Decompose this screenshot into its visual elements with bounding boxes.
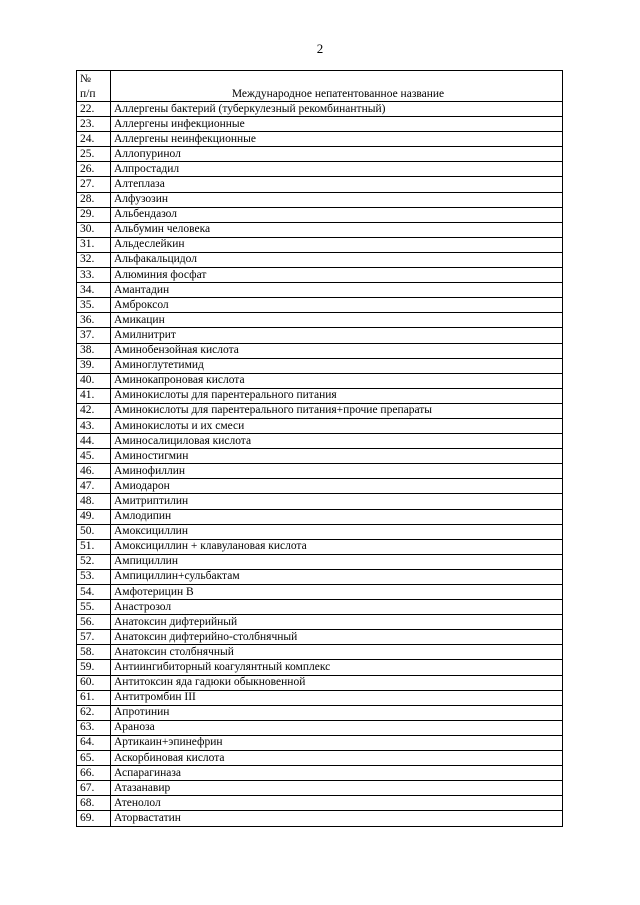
table-row bbox=[77, 464, 563, 479]
row-drug-name: Аллопуринол bbox=[111, 147, 563, 162]
row-drug-name: Анатоксин столбнячный bbox=[111, 645, 563, 660]
row-number: 22. bbox=[77, 102, 111, 117]
row-drug-name: Алфузозин bbox=[111, 192, 563, 207]
table-row bbox=[77, 645, 563, 660]
row-drug-name: Араноза bbox=[111, 720, 563, 735]
header-number-symbol: № bbox=[80, 73, 91, 85]
row-number: 35. bbox=[77, 298, 111, 313]
row-number: 45. bbox=[77, 449, 111, 464]
row-drug-name: Антитромбин III bbox=[111, 690, 563, 705]
table-row bbox=[77, 373, 563, 388]
row-number: 59. bbox=[77, 660, 111, 675]
table-row bbox=[77, 479, 563, 494]
row-number: 68. bbox=[77, 796, 111, 811]
row-number: 42. bbox=[77, 403, 111, 418]
table-row bbox=[77, 600, 563, 615]
row-number: 43. bbox=[77, 418, 111, 433]
row-drug-name: Амиодарон bbox=[111, 479, 563, 494]
row-drug-name: Атенолол bbox=[111, 796, 563, 811]
row-drug-name: Алпростадил bbox=[111, 162, 563, 177]
table-row bbox=[77, 313, 563, 328]
row-number: 24. bbox=[77, 132, 111, 147]
table-row bbox=[77, 192, 563, 207]
row-number: 34. bbox=[77, 283, 111, 298]
row-number: 47. bbox=[77, 479, 111, 494]
row-number: 51. bbox=[77, 539, 111, 554]
table-row bbox=[77, 207, 563, 222]
row-drug-name: Альдеслейкин bbox=[111, 237, 563, 252]
row-number: 48. bbox=[77, 494, 111, 509]
table-row bbox=[77, 524, 563, 539]
row-drug-name: Анастрозол bbox=[111, 600, 563, 615]
table-row bbox=[77, 283, 563, 298]
header-number-abbrev: п/п bbox=[80, 88, 96, 100]
table-row bbox=[77, 720, 563, 735]
row-number: 29. bbox=[77, 207, 111, 222]
row-drug-name: Аминокислоты и их смеси bbox=[111, 418, 563, 433]
row-drug-name: Артикаин+эпинефрин bbox=[111, 735, 563, 750]
row-number: 32. bbox=[77, 252, 111, 267]
table-row bbox=[77, 751, 563, 766]
row-number: 52. bbox=[77, 554, 111, 569]
row-number: 30. bbox=[77, 222, 111, 237]
row-number: 28. bbox=[77, 192, 111, 207]
row-number: 49. bbox=[77, 509, 111, 524]
table-row bbox=[77, 147, 563, 162]
table-row bbox=[77, 268, 563, 283]
row-number: 50. bbox=[77, 524, 111, 539]
row-number: 33. bbox=[77, 268, 111, 283]
header-name-column: Международное непатентованное название bbox=[111, 71, 563, 102]
row-drug-name: Аминостигмин bbox=[111, 449, 563, 464]
row-drug-name: Аскорбиновая кислота bbox=[111, 751, 563, 766]
row-number: 62. bbox=[77, 705, 111, 720]
table-row bbox=[77, 630, 563, 645]
table-row bbox=[77, 177, 563, 192]
row-drug-name: Аминофиллин bbox=[111, 464, 563, 479]
row-drug-name: Аминосалициловая кислота bbox=[111, 434, 563, 449]
table-row bbox=[77, 735, 563, 750]
table-row bbox=[77, 781, 563, 796]
table-row bbox=[77, 494, 563, 509]
row-number: 37. bbox=[77, 328, 111, 343]
row-drug-name: Амброксол bbox=[111, 298, 563, 313]
table-row bbox=[77, 675, 563, 690]
row-number: 55. bbox=[77, 600, 111, 615]
row-drug-name: Анатоксин дифтерийный bbox=[111, 615, 563, 630]
table-row bbox=[77, 796, 563, 811]
row-number: 53. bbox=[77, 569, 111, 584]
table-row bbox=[77, 403, 563, 418]
table-body bbox=[77, 102, 563, 827]
table-row bbox=[77, 388, 563, 403]
header-number-column bbox=[77, 71, 111, 102]
table-row bbox=[77, 343, 563, 358]
table-header-row bbox=[77, 71, 563, 102]
row-drug-name: Алтеплаза bbox=[111, 177, 563, 192]
row-number: 56. bbox=[77, 615, 111, 630]
table-row bbox=[77, 358, 563, 373]
row-drug-name: Амоксициллин bbox=[111, 524, 563, 539]
row-drug-name: Аминобензойная кислота bbox=[111, 343, 563, 358]
table-row bbox=[77, 418, 563, 433]
row-number: 36. bbox=[77, 313, 111, 328]
table-row bbox=[77, 252, 563, 267]
row-drug-name: Аминокапроновая кислота bbox=[111, 373, 563, 388]
table-row bbox=[77, 509, 563, 524]
row-drug-name: Ампициллин+сульбактам bbox=[111, 569, 563, 584]
row-number: 39. bbox=[77, 358, 111, 373]
row-number: 27. bbox=[77, 177, 111, 192]
table-row bbox=[77, 162, 563, 177]
row-drug-name: Антитоксин яда гадюки обыкновенной bbox=[111, 675, 563, 690]
table-row bbox=[77, 449, 563, 464]
row-drug-name: Альфакальцидол bbox=[111, 252, 563, 267]
table-row bbox=[77, 132, 563, 147]
row-drug-name: Амикацин bbox=[111, 313, 563, 328]
table-row bbox=[77, 660, 563, 675]
row-number: 58. bbox=[77, 645, 111, 660]
row-drug-name: Ампициллин bbox=[111, 554, 563, 569]
row-drug-name: Аллергены бактерий (туберкулезный рекомбинантный) bbox=[111, 102, 563, 117]
drug-list-table bbox=[76, 70, 563, 827]
table-row bbox=[77, 117, 563, 132]
row-number: 44. bbox=[77, 434, 111, 449]
table-row bbox=[77, 298, 563, 313]
row-drug-name: Аллергены инфекционные bbox=[111, 117, 563, 132]
table-row bbox=[77, 705, 563, 720]
row-drug-name: Апротинин bbox=[111, 705, 563, 720]
row-drug-name: Аминоглутетимид bbox=[111, 358, 563, 373]
table-row bbox=[77, 237, 563, 252]
row-number: 40. bbox=[77, 373, 111, 388]
table-row bbox=[77, 222, 563, 237]
table-row bbox=[77, 434, 563, 449]
row-drug-name: Альбендазол bbox=[111, 207, 563, 222]
row-drug-name: Аллергены неинфекционные bbox=[111, 132, 563, 147]
row-drug-name: Антиингибиторный коагулянтный комплекс bbox=[111, 660, 563, 675]
table-row bbox=[77, 585, 563, 600]
row-number: 26. bbox=[77, 162, 111, 177]
page-number: 2 bbox=[316, 41, 324, 56]
row-drug-name: Аминокислоты для парентерального питания bbox=[111, 388, 563, 403]
table-row bbox=[77, 328, 563, 343]
table-row bbox=[77, 539, 563, 554]
row-number: 25. bbox=[77, 147, 111, 162]
row-number: 65. bbox=[77, 751, 111, 766]
table-row bbox=[77, 690, 563, 705]
row-drug-name: Аминокислоты для парентерального питания+прочие препараты bbox=[111, 403, 563, 418]
table-row bbox=[77, 569, 563, 584]
row-number: 61. bbox=[77, 690, 111, 705]
row-drug-name: Амлодипин bbox=[111, 509, 563, 524]
row-drug-name: Амилнитрит bbox=[111, 328, 563, 343]
row-drug-name: Амфотерицин В bbox=[111, 585, 563, 600]
row-number: 38. bbox=[77, 343, 111, 358]
table-row bbox=[77, 102, 563, 117]
row-number: 66. bbox=[77, 766, 111, 781]
row-number: 63. bbox=[77, 720, 111, 735]
table-row bbox=[77, 811, 563, 826]
row-number: 67. bbox=[77, 781, 111, 796]
row-drug-name: Аспарагиназа bbox=[111, 766, 563, 781]
row-drug-name: Амитриптилин bbox=[111, 494, 563, 509]
table-row bbox=[77, 615, 563, 630]
row-drug-name: Амоксициллин + клавулановая кислота bbox=[111, 539, 563, 554]
row-number: 69. bbox=[77, 811, 111, 826]
row-number: 64. bbox=[77, 735, 111, 750]
table-row bbox=[77, 766, 563, 781]
row-drug-name: Анатоксин дифтерийно-столбнячный bbox=[111, 630, 563, 645]
row-number: 46. bbox=[77, 464, 111, 479]
row-drug-name: Аторвастатин bbox=[111, 811, 563, 826]
table-row bbox=[77, 554, 563, 569]
row-drug-name: Альбумин человека bbox=[111, 222, 563, 237]
row-number: 60. bbox=[77, 675, 111, 690]
row-drug-name: Алюминия фосфат bbox=[111, 268, 563, 283]
row-number: 41. bbox=[77, 388, 111, 403]
row-number: 54. bbox=[77, 585, 111, 600]
row-number: 31. bbox=[77, 237, 111, 252]
row-drug-name: Атазанавир bbox=[111, 781, 563, 796]
row-drug-name: Амантадин bbox=[111, 283, 563, 298]
row-number: 23. bbox=[77, 117, 111, 132]
row-number: 57. bbox=[77, 630, 111, 645]
